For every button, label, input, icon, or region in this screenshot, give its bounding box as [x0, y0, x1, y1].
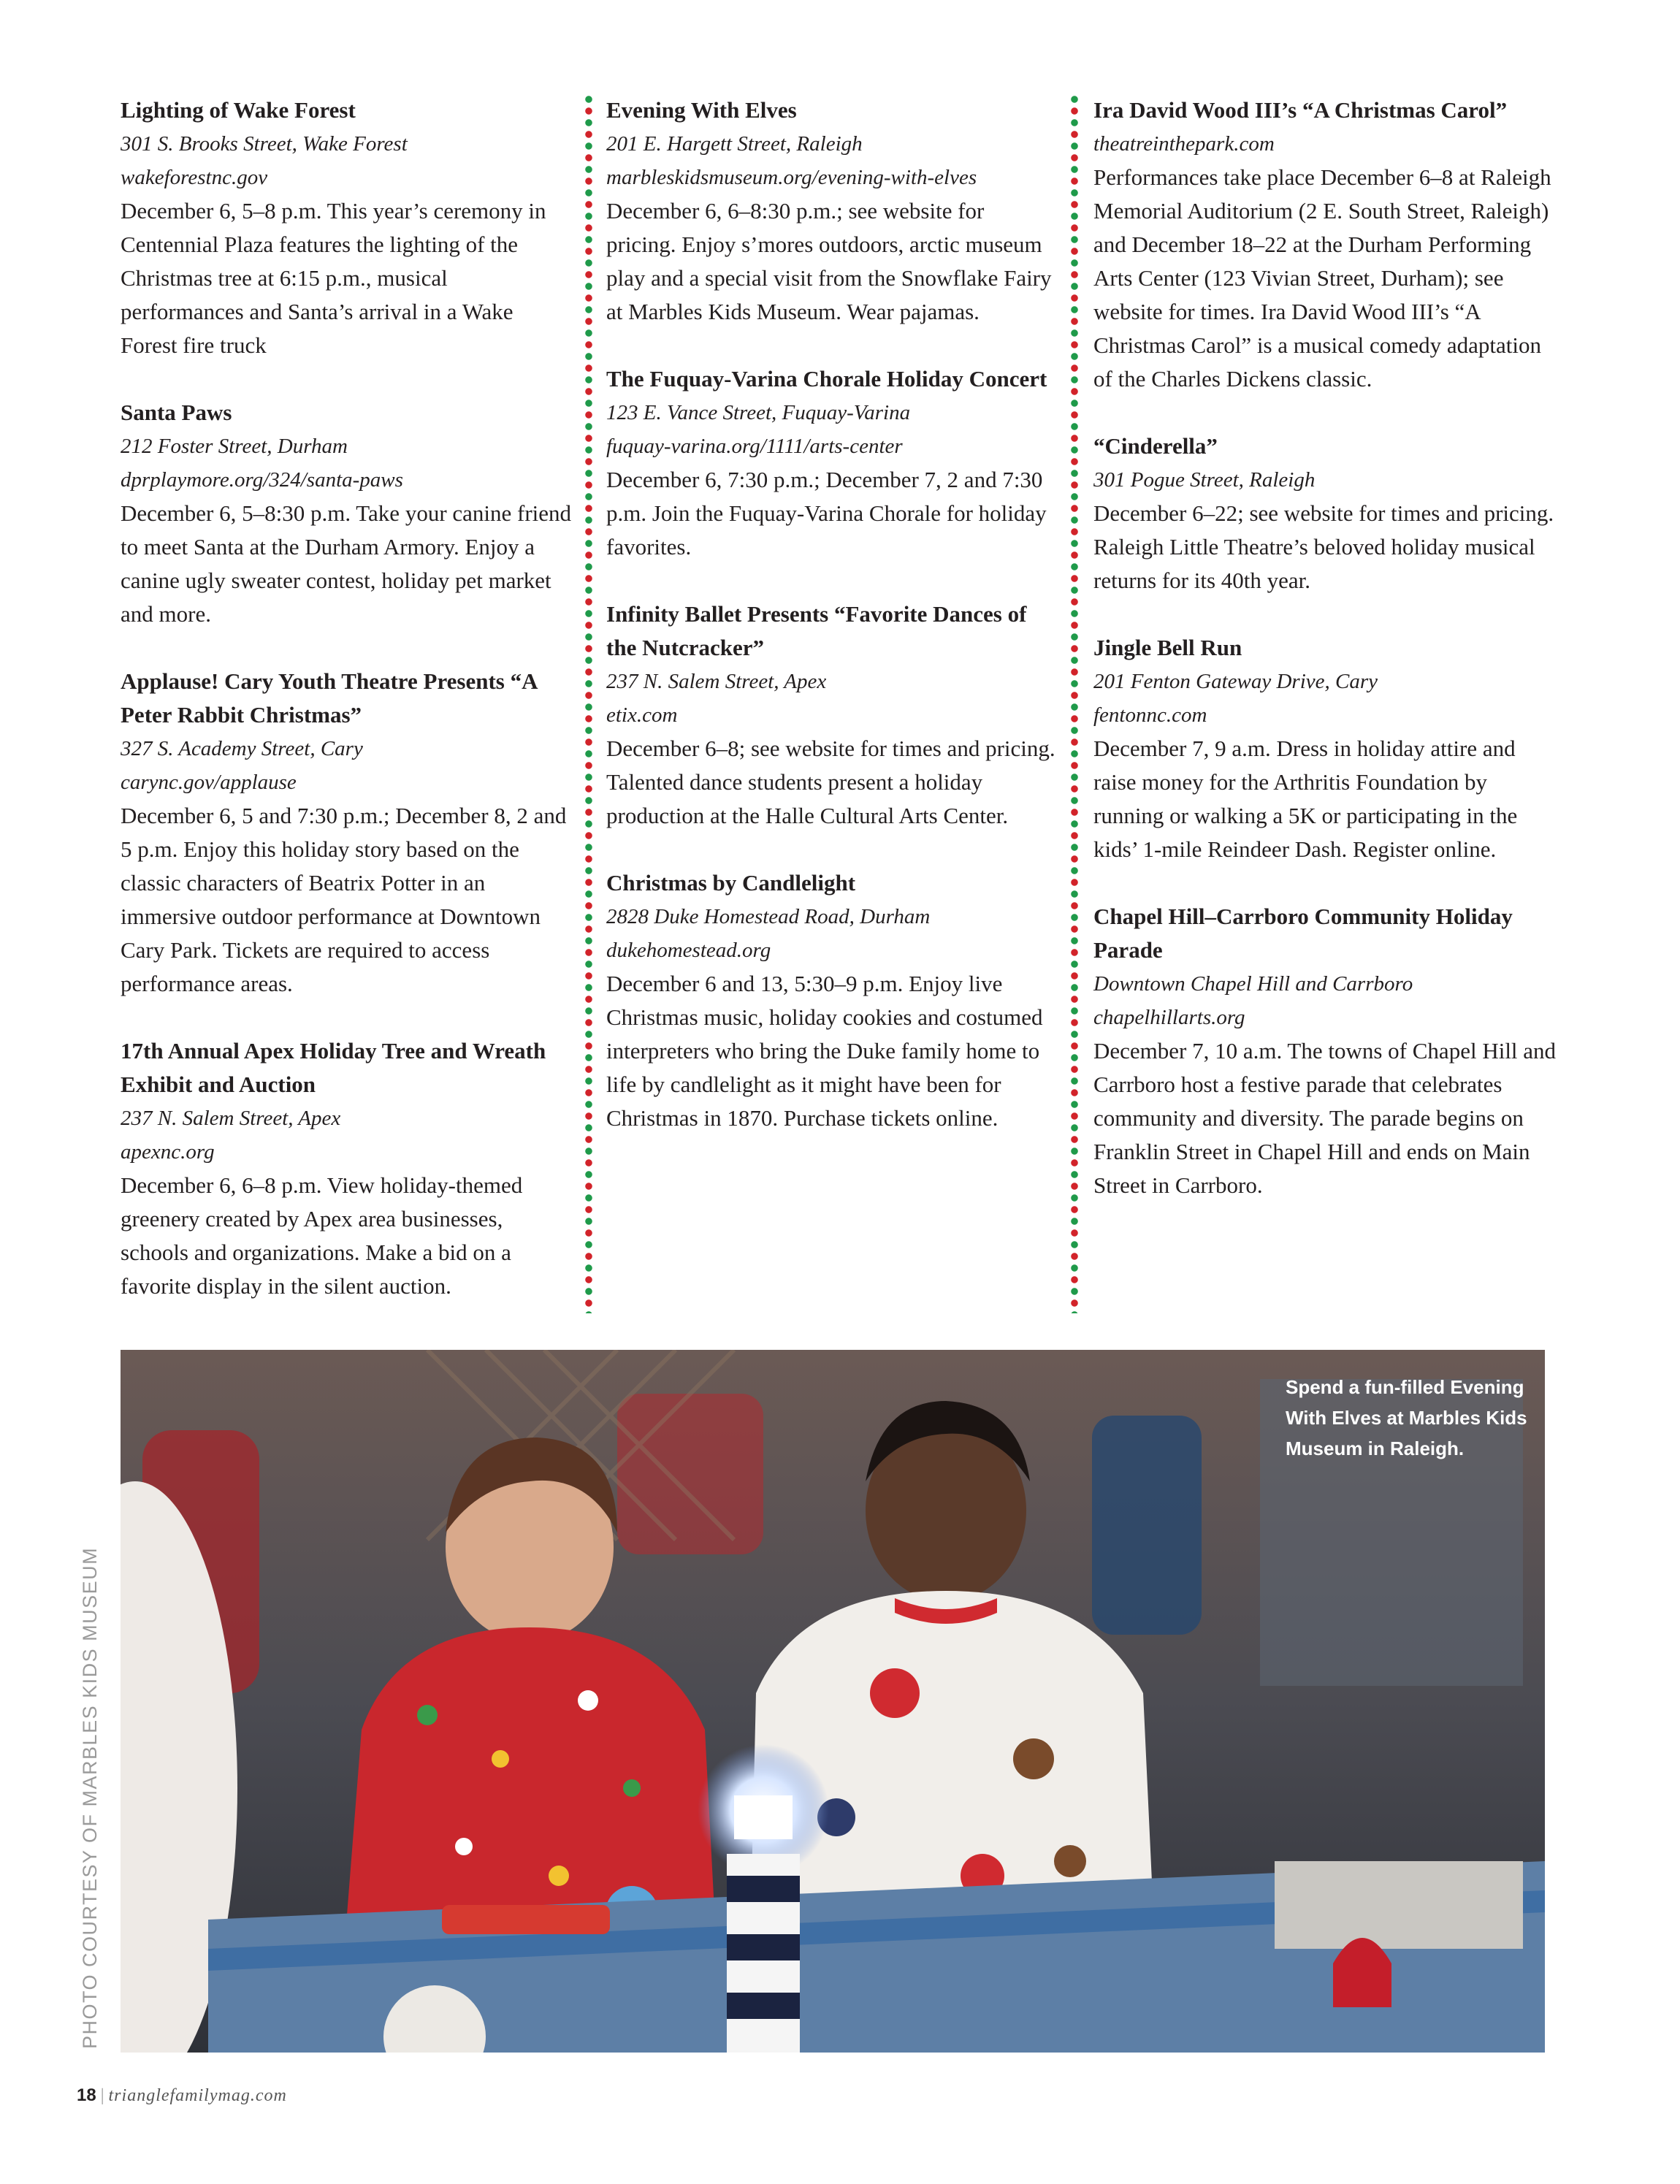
event-column-3	[1093, 93, 1561, 1236]
dotted-column-divider	[1071, 93, 1078, 1313]
event-address: 123 E. Vance Street, Fuquay-Varina	[606, 401, 911, 424]
event-listing	[606, 597, 1059, 833]
event-description: December 6, 6–8 p.m. View holiday-themed greenery created by Apex area businesses, schools and organizations. Make a bid on a favorite display in the silent auction.	[121, 1172, 523, 1299]
photo-credit: PHOTO COURTESY OF MARBLES KIDS MUSEUM	[79, 1546, 101, 2049]
event-listing	[1093, 900, 1561, 1202]
event-title: “Cinderella”	[1093, 433, 1218, 459]
event-listing	[121, 1034, 573, 1303]
event-listing	[121, 396, 573, 631]
event-address: 301 S. Brooks Street, Wake Forest	[121, 132, 408, 156]
footer-separator: |	[100, 2086, 104, 2105]
event-address: 201 E. Hargett Street, Raleigh	[606, 132, 863, 156]
event-listing	[606, 362, 1059, 564]
event-website: fentonnc.com	[1093, 703, 1207, 727]
event-listing	[1093, 631, 1561, 866]
event-address: 237 N. Salem Street, Apex	[606, 670, 827, 693]
event-title: Evening With Elves	[606, 97, 797, 123]
event-address: Downtown Chapel Hill and Carrboro	[1093, 972, 1413, 996]
page-number: 18	[77, 2085, 96, 2105]
event-title: Lighting of Wake Forest	[121, 97, 356, 123]
event-website: carync.gov/applause	[121, 771, 297, 794]
event-listing	[1093, 429, 1561, 597]
event-title: Chapel Hill–Carrboro Community Holiday Parade	[1093, 904, 1513, 963]
event-address: 212 Foster Street, Durham	[121, 435, 348, 458]
event-title: Christmas by Candlelight	[606, 870, 856, 896]
event-address: 301 Pogue Street, Raleigh	[1093, 468, 1316, 492]
event-listing	[606, 93, 1059, 329]
event-website: marbleskidsmuseum.org/evening-with-elves	[606, 166, 977, 189]
event-website: theatreinthepark.com	[1093, 132, 1275, 156]
event-website: dprplaymore.org/324/santa-paws	[121, 468, 403, 492]
event-address: 2828 Duke Homestead Road, Durham	[606, 905, 931, 928]
event-website: wakeforestnc.gov	[121, 166, 268, 189]
event-column-2	[606, 93, 1059, 1169]
event-listing	[606, 866, 1059, 1135]
event-description: December 6, 6–8:30 p.m.; see website for pricing. Enjoy s’mores outdoors, arctic museum play and a special visit from the Snowflake Fairy at Marbles Kids Museum. Wear pajamas.	[606, 198, 1052, 324]
event-description: Performances take place December 6–8 at Raleigh Memorial Auditorium (2 E. South Street, Raleigh) and December 18–22 at the Durham Performing Arts Center (123 Vivian Street, Durham); see website for times. Ira David Wood III’s “A Christmas Carol” is a musical comedy adaptation of the Charles Dickens classic.	[1093, 164, 1551, 392]
event-website: etix.com	[606, 703, 678, 727]
event-description: December 6, 5–8:30 p.m. Take your canine friend to meet Santa at the Durham Armory. Enjoy a canine ugly sweater contest, holiday pet market and more.	[121, 500, 572, 627]
event-website: fuquay-varina.org/1111/arts-center	[606, 435, 903, 458]
event-listing	[1093, 93, 1561, 396]
event-description: December 6, 5–8 p.m. This year’s ceremony in Centennial Plaza features the lighting of the Christmas tree at 6:15 p.m., musical performances and Santa’s arrival in a Wake Forest fire truck	[121, 198, 546, 358]
event-description: December 6, 5 and 7:30 p.m.; December 8, 2 and 5 p.m. Enjoy this holiday story based on the classic characters of Beatrix Potter in an immersive outdoor performance at Downtown Cary Park. Tickets are required to access performance areas.	[121, 803, 567, 996]
event-description: December 6–22; see website for times and pricing. Raleigh Little Theatre’s beloved holiday musical returns for its 40th year.	[1093, 500, 1554, 593]
event-listing	[121, 665, 573, 1001]
event-listing	[121, 93, 573, 362]
event-description: December 6, 7:30 p.m.; December 7, 2 and 7:30 p.m. Join the Fuquay-Varina Chorale for holiday favorites.	[606, 467, 1047, 560]
event-website: dukehomestead.org	[606, 939, 771, 962]
event-title: Ira David Wood III’s “A Christmas Carol”	[1093, 97, 1508, 123]
event-address: 327 S. Academy Street, Cary	[121, 737, 363, 760]
photo-caption: Spend a fun-filled Evening With Elves at Marbles Kids Museum in Raleigh.	[1286, 1376, 1527, 1459]
event-title: Applause! Cary Youth Theatre Presents “A Peter Rabbit Christmas”	[121, 668, 537, 728]
event-description: December 7, 10 a.m. The towns of Chapel Hill and Carrboro host a festive parade that celebrates community and diversity. The parade begins on Franklin Street in Chapel Hill and ends on Main Street in Carrboro.	[1093, 1038, 1557, 1198]
event-title: Santa Paws	[121, 400, 232, 425]
footer-site-link[interactable]: trianglefamilymag.com	[108, 2086, 287, 2105]
event-address: 201 Fenton Gateway Drive, Cary	[1093, 670, 1378, 693]
page-footer	[77, 2085, 287, 2106]
event-column-1	[121, 93, 573, 1337]
event-website: chapelhillarts.org	[1093, 1006, 1245, 1029]
event-title: Jingle Bell Run	[1093, 635, 1242, 660]
event-title: 17th Annual Apex Holiday Tree and Wreath Exhibit and Auction	[121, 1038, 546, 1097]
event-title: Infinity Ballet Presents “Favorite Dances of the Nutcracker”	[606, 601, 1027, 660]
event-description: December 6 and 13, 5:30–9 p.m. Enjoy live Christmas music, holiday cookies and costumed interpreters who bring the Duke family home to life by candlelight as it might have been for Christmas in 1870. Purchase tickets online.	[606, 971, 1043, 1131]
dotted-column-divider	[585, 93, 592, 1313]
event-address: 237 N. Salem Street, Apex	[121, 1107, 341, 1130]
event-photo	[121, 1350, 1545, 2053]
event-description: December 7, 9 a.m. Dress in holiday attire and raise money for the Arthritis Foundation by running or walking a 5K or participating in the kids’ 1-mile Reindeer Dash. Register online.	[1093, 736, 1518, 862]
event-website: apexnc.org	[121, 1140, 215, 1164]
event-title: The Fuquay-Varina Chorale Holiday Concert	[606, 366, 1047, 392]
event-description: December 6–8; see website for times and pricing. Talented dance students present a holiday production at the Halle Cultural Arts Center.	[606, 736, 1055, 828]
